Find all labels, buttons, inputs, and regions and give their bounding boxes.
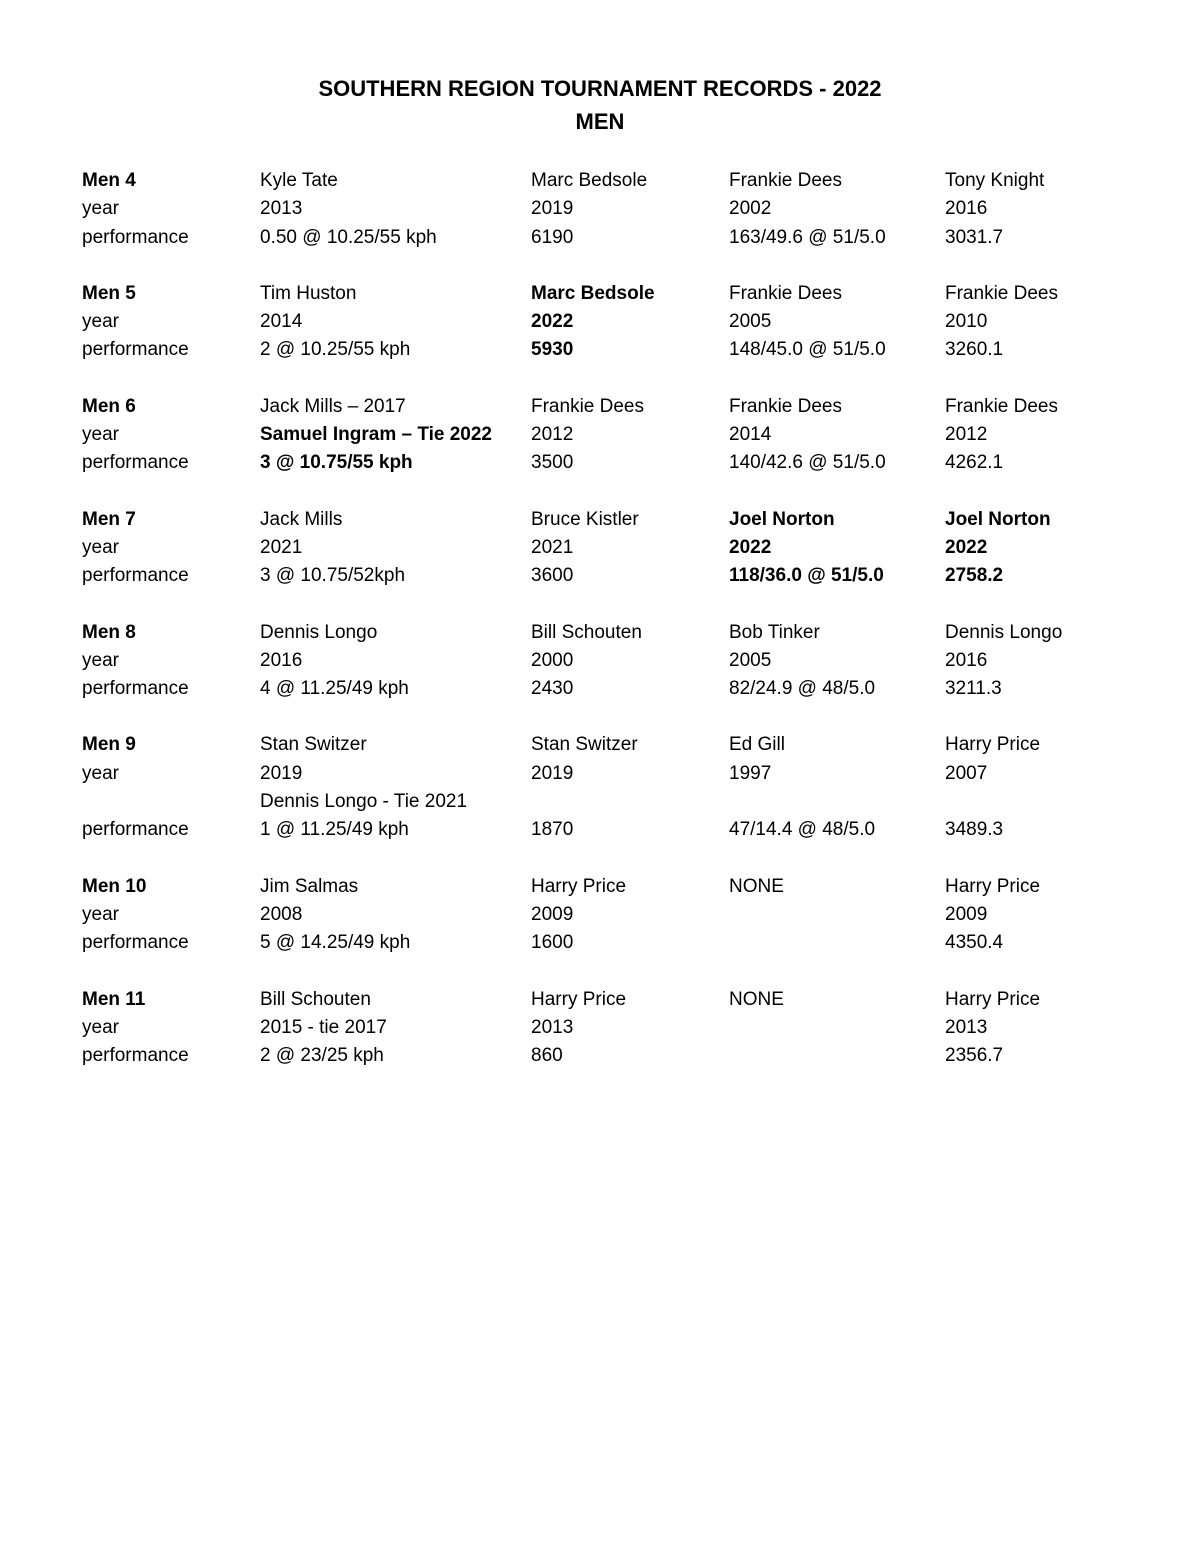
- record-cell: [729, 901, 945, 929]
- record-cell: [531, 788, 729, 816]
- record-cell: 3260.1: [945, 339, 1004, 361]
- row-label: Men 6: [82, 395, 136, 417]
- record-cell: Stan Switzer: [531, 734, 638, 756]
- record-row: [82, 1014, 1182, 1042]
- record-cell: NONE: [729, 988, 784, 1010]
- record-cell: Frankie Dees: [729, 395, 842, 417]
- record-row: [82, 647, 1182, 675]
- record-row: [82, 506, 1182, 534]
- record-cell: Tony Knight: [945, 170, 1045, 191]
- row-label: year: [82, 649, 119, 671]
- record-cell: Stan Switzer: [260, 734, 367, 756]
- record-cell: 2356.7: [945, 1045, 1004, 1067]
- record-cell: 2009: [945, 903, 988, 925]
- record-cell: Bill Schouten: [531, 621, 642, 643]
- record-cell: 1997: [729, 762, 772, 784]
- record-cell: Bruce Kistler: [531, 508, 639, 530]
- record-row: [82, 534, 1182, 562]
- record-cell: 2007: [945, 762, 988, 784]
- row-label: performance: [82, 565, 189, 587]
- record-cell: 3500: [531, 452, 574, 474]
- row-label: performance: [82, 452, 189, 474]
- record-cell: 1600: [531, 932, 574, 954]
- record-cell: Dennis Longo - Tie 2021: [260, 791, 468, 813]
- row-label: year: [82, 424, 119, 446]
- record-cell: Frankie Dees: [531, 395, 644, 417]
- record-cell: 2 @ 23/25 kph: [260, 1045, 384, 1067]
- record-cell: Marc Bedsole: [531, 282, 655, 304]
- record-cell: 2016: [945, 198, 988, 220]
- record-cell: 2012: [945, 424, 988, 446]
- record-cell: 2019: [260, 762, 303, 784]
- record-cell: 2005: [729, 311, 772, 333]
- record-cell: 3031.7: [945, 226, 1004, 248]
- record-cell: 2014: [260, 311, 303, 333]
- record-row: [82, 308, 1182, 336]
- record-cell: [729, 1014, 945, 1042]
- record-cell: 2019: [531, 198, 574, 220]
- row-label: performance: [82, 819, 189, 841]
- record-cell: Jack Mills – 2017: [260, 395, 406, 417]
- record-cell: Joel Norton: [729, 508, 835, 530]
- record-cell: Jack Mills: [260, 508, 343, 530]
- record-cell: 2021: [260, 536, 303, 558]
- record-cell: 4350.4: [945, 932, 1004, 954]
- row-label: Men 10: [82, 875, 147, 897]
- record-cell: 2021: [531, 536, 574, 558]
- record-cell: Kyle Tate: [260, 170, 338, 191]
- record-cell: Harry Price: [945, 734, 1041, 756]
- record-cell: 2758.2: [945, 565, 1004, 587]
- record-cell: 3489.3: [945, 819, 1004, 841]
- record-row: [82, 731, 1182, 759]
- record-cell: Frankie Dees: [945, 395, 1058, 417]
- row-label: year: [82, 198, 119, 220]
- record-row: [82, 816, 1182, 844]
- record-cell: 4262.1: [945, 452, 1004, 474]
- record-cell: Dennis Longo: [260, 621, 378, 643]
- record-cell: 2009: [531, 903, 574, 925]
- record-row: [82, 675, 1182, 703]
- row-label: Men 8: [82, 621, 136, 643]
- record-row: [82, 929, 1182, 957]
- record-cell: 2016: [945, 649, 988, 671]
- record-row: [82, 195, 1182, 223]
- row-label: Men 7: [82, 508, 136, 530]
- row-label: performance: [82, 226, 189, 248]
- row-label: performance: [82, 678, 189, 700]
- record-row: [82, 421, 1182, 449]
- record-cell: 163/49.6 @ 51/5.0: [729, 226, 886, 248]
- record-cell: 2019: [531, 762, 574, 784]
- record-cell: Tim Huston: [260, 282, 357, 304]
- record-cell: 2014: [729, 424, 772, 446]
- record-cell: 1870: [531, 819, 574, 841]
- record-cell: 1 @ 11.25/49 kph: [260, 819, 409, 841]
- row-label: year: [82, 1016, 119, 1038]
- record-cell: [945, 788, 1145, 816]
- record-row: [82, 788, 1182, 816]
- record-cell: 2012: [531, 424, 574, 446]
- record-cell: [729, 1042, 945, 1070]
- record-row: [82, 393, 1182, 421]
- record-group: [82, 873, 1182, 958]
- record-group: [82, 506, 1182, 591]
- record-cell: 2015 - tie 2017: [260, 1016, 387, 1038]
- record-group: [82, 280, 1182, 365]
- record-cell: 2013: [531, 1016, 574, 1038]
- record-cell: [729, 929, 945, 957]
- record-row: [82, 167, 1182, 195]
- record-row: [82, 986, 1182, 1014]
- record-cell: 2008: [260, 903, 303, 925]
- record-group: [82, 731, 1182, 844]
- record-cell: 2016: [260, 649, 303, 671]
- record-cell: Dennis Longo: [945, 621, 1063, 643]
- record-group: [82, 619, 1182, 704]
- record-row: [82, 619, 1182, 647]
- record-row: [82, 760, 1182, 788]
- row-label: year: [82, 536, 119, 558]
- record-row: [82, 280, 1182, 308]
- record-cell: Joel Norton: [945, 508, 1051, 530]
- record-cell: 2013: [260, 198, 303, 220]
- row-label: Men 11: [82, 988, 146, 1010]
- record-cell: Ed Gill: [729, 734, 785, 756]
- record-cell: 3600: [531, 565, 574, 587]
- record-cell: 0.50 @ 10.25/55 kph: [260, 226, 437, 248]
- records-table: [82, 167, 1182, 1098]
- row-label: year: [82, 762, 119, 784]
- record-cell: 2430: [531, 678, 574, 700]
- document-subtitle: MEN: [575, 109, 625, 134]
- row-label: performance: [82, 932, 189, 954]
- record-row: [82, 873, 1182, 901]
- record-cell: 148/45.0 @ 51/5.0: [729, 339, 886, 361]
- record-cell: 6190: [531, 226, 574, 248]
- record-group: [82, 986, 1182, 1071]
- record-group: [82, 393, 1182, 478]
- record-cell: 3 @ 10.75/55 kph: [260, 452, 413, 474]
- row-label: year: [82, 903, 119, 925]
- record-cell: Harry Price: [945, 875, 1041, 897]
- record-cell: Marc Bedsole: [531, 170, 648, 191]
- record-cell: 2022: [531, 311, 574, 333]
- record-cell: 2022: [945, 536, 988, 558]
- record-cell: 47/14.4 @ 48/5.0: [729, 819, 876, 841]
- record-cell: 140/42.6 @ 51/5.0: [729, 452, 886, 474]
- record-cell: 5 @ 14.25/49 kph: [260, 932, 411, 954]
- document-title: SOUTHERN REGION TOURNAMENT RECORDS - 2022: [318, 76, 882, 101]
- record-cell: 2010: [945, 311, 988, 333]
- record-cell: 2022: [729, 536, 772, 558]
- record-cell: 2 @ 10.25/55 kph: [260, 339, 411, 361]
- record-cell: Harry Price: [531, 875, 627, 897]
- record-cell: 860: [531, 1045, 563, 1067]
- record-cell: 82/24.9 @ 48/5.0: [729, 678, 876, 700]
- row-label: Men 9: [82, 734, 136, 756]
- document-header: [0, 72, 1200, 138]
- record-cell: 4 @ 11.25/49 kph: [260, 678, 409, 700]
- row-label: year: [82, 311, 119, 333]
- record-cell: Bill Schouten: [260, 988, 371, 1010]
- record-cell: Jim Salmas: [260, 875, 359, 897]
- record-row: [82, 562, 1182, 590]
- record-cell: 2005: [729, 649, 772, 671]
- row-label: [82, 788, 260, 816]
- row-label: Men 5: [82, 282, 136, 304]
- record-cell: NONE: [729, 875, 784, 897]
- row-label: performance: [82, 1045, 189, 1067]
- record-cell: Harry Price: [945, 988, 1041, 1010]
- record-group: [82, 167, 1182, 252]
- record-cell: 3 @ 10.75/52kph: [260, 565, 406, 587]
- record-cell: 118/36.0 @ 51/5.0: [729, 565, 884, 587]
- record-cell: 2013: [945, 1016, 988, 1038]
- record-row: [82, 336, 1182, 364]
- record-cell: 5930: [531, 339, 574, 361]
- row-label: performance: [82, 339, 189, 361]
- record-cell: Frankie Dees: [729, 282, 842, 304]
- record-row: [82, 1042, 1182, 1070]
- record-row: [82, 449, 1182, 477]
- record-cell: 2000: [531, 649, 574, 671]
- record-row: [82, 224, 1182, 252]
- record-cell: Harry Price: [531, 988, 627, 1010]
- record-cell: Samuel Ingram – Tie 2022: [260, 424, 492, 446]
- record-cell: Frankie Dees: [945, 282, 1058, 304]
- record-row: [82, 901, 1182, 929]
- record-cell: 2002: [729, 198, 772, 220]
- record-cell: Frankie Dees: [729, 170, 842, 191]
- row-label: Men 4: [82, 170, 136, 191]
- record-cell: 3211.3: [945, 678, 1002, 700]
- record-cell: Bob Tinker: [729, 621, 820, 643]
- record-cell: [729, 788, 945, 816]
